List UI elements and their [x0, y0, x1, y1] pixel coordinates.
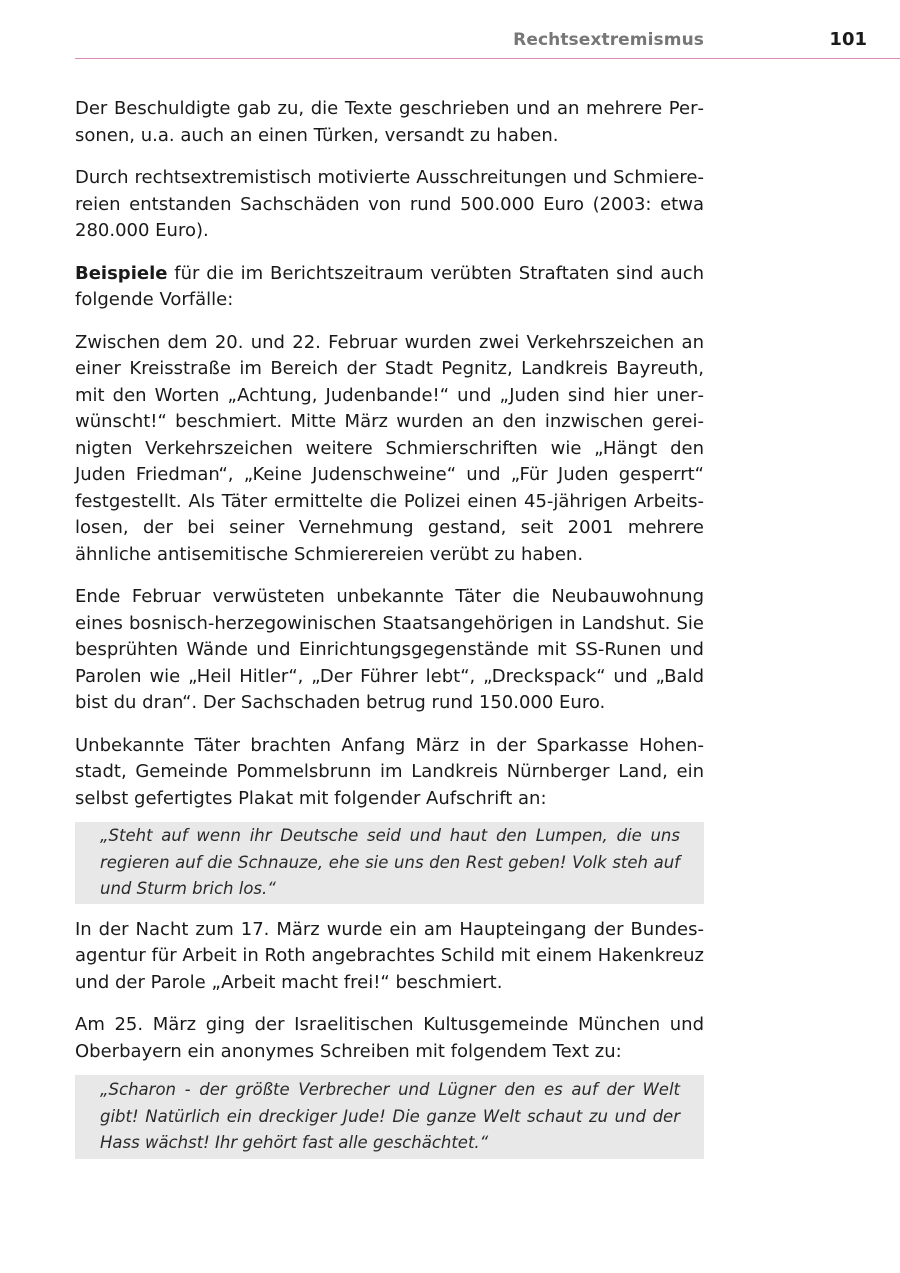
- page-body: [75, 96, 704, 1172]
- paragraph-6: Unbekannte Täter brachten Anfang März in der Sparkasse Hohenstadt, Gemeinde Pommelsbrunn im Landkreis Nürnberger Land, ein selbst gefertigtes Plakat mit folgender Aufschrift an:: [75, 734, 704, 809]
- running-header-title: Rechtsextremismus: [513, 30, 704, 50]
- page-header: [75, 28, 900, 59]
- paragraph-1: Der Beschuldigte gab zu, die Texte geschrieben und an mehrere Personen, u.a. auch an einen Türken, versandt zu haben.: [75, 98, 704, 146]
- page-number: 101: [829, 29, 867, 50]
- paragraph-5: Ende Februar verwüsteten unbekannte Täter die Neubauwohnung eines bosnisch-herzegowinischen Staatsangehörigen in Landshut. Sie besprühten Wände und Einrichtungsgegenstände mit SS-Runen und Parolen wie „Heil Hitler“, „Der Führer lebt“, „Dreckspack“ und „Bald bist du dran“. Der Sachschaden betrug rund 150.000 Euro.: [75, 586, 704, 713]
- quote-box-1: „Steht auf wenn ihr Deutsche seid und haut den Lumpen, die uns regieren auf die Schnauze, ehe sie uns den Rest geben! Volk steh auf und Sturm brich los.“: [75, 822, 704, 904]
- paragraph-8: Am 25. März ging der Israelitischen Kultusgemeinde München und Oberbayern ein anonymes Schreiben mit folgendem Text zu:: [75, 1014, 704, 1062]
- paragraph-4: Zwischen dem 20. und 22. Februar wurden zwei Verkehrszeichen an einer Kreisstraße im Bereich der Stadt Pegnitz, Landkreis Bayreuth, mit den Worten „Achtung, Judenbande!“ und „Juden sind hier unerwünscht!“ beschmiert. Mitte März wurden an den inzwischen gereinigten Verkehrszeichen weitere Schmierschriften wie „Hängt den Juden Friedman“, „Keine Judenschweine“ und „Für Juden gesperrt“ festgestellt. Als Täter ermittelte die Polizei einen 45-jährigen Arbeitslosen, der bei seiner Vernehmung gestand, seit 2001 mehrere ähnliche antisemitische Schmierereien verübt zu haben.: [75, 331, 704, 565]
- quote-box-2: „Scharon - der größte Verbrecher und Lügner den es auf der Welt gibt! Natürlich ein dreckiger Jude! Die ganze Welt schaut zu und der Hass wächst! Ihr gehört fast alle geschächtet.“: [75, 1075, 704, 1159]
- paragraph-2: Durch rechtsextremistisch motivierte Ausschreitungen und Schmierereien entstanden Sachschäden von rund 500.000 Euro (2003: etwa 280.000 Euro).: [75, 167, 704, 241]
- paragraph-7: In der Nacht zum 17. März wurde ein am Haupteingang der Bundesagentur für Arbeit in Roth angebrachtes Schild mit einem Hakenkreuz und der Parole „Arbeit macht frei!“ beschmiert.: [75, 918, 704, 993]
- paragraph-3: [75, 261, 704, 314]
- bold-lead-word: Beispiele: [75, 262, 168, 284]
- paragraph-3-text: für die im Berichtszeitraum verübten Straftaten sind auch folgende Vorfälle:: [75, 262, 704, 310]
